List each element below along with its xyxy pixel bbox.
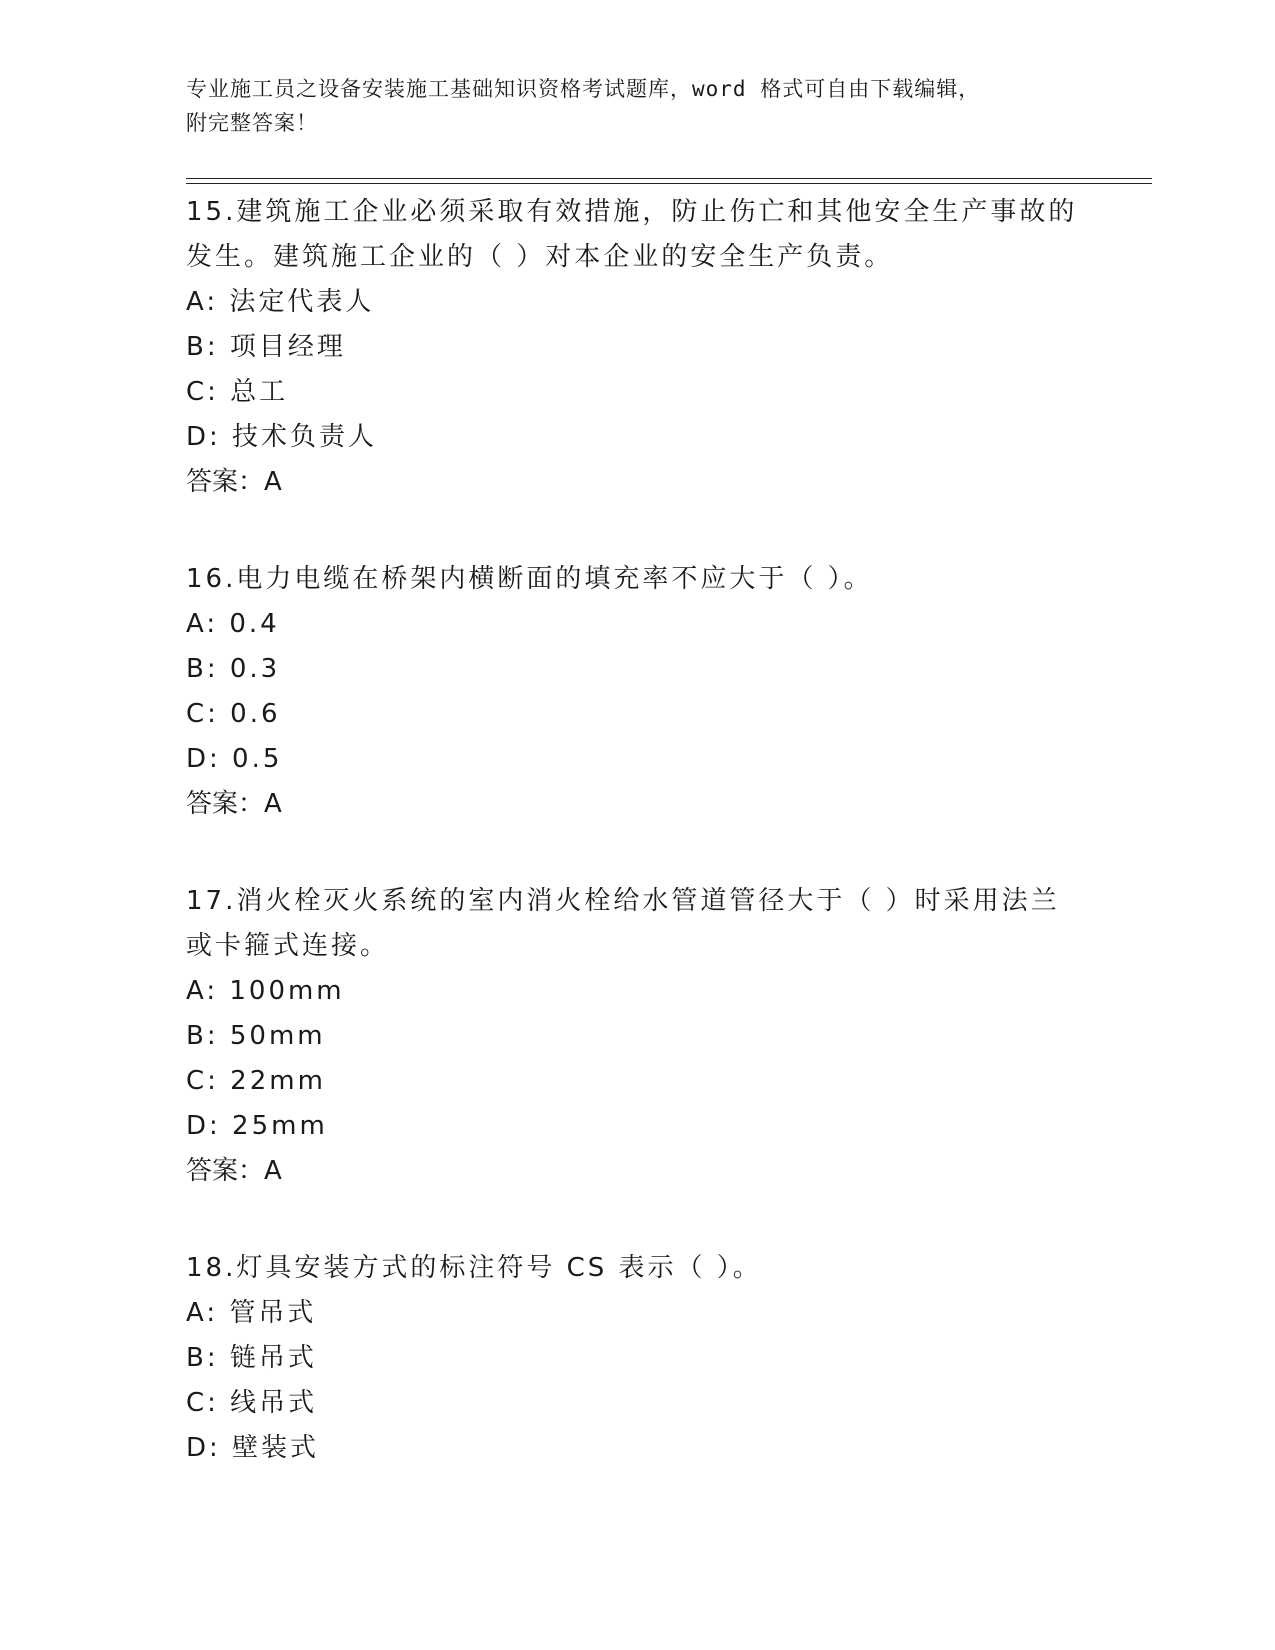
question-stem: 16.电力电缆在桥架内横断面的填充率不应大于（ ）。 [186, 564, 873, 594]
option-a: A: 100mm [186, 976, 345, 1006]
option-b: B: 0.3 [186, 654, 281, 684]
header-line-1: 专业施工员之设备安装施工基础知识资格考试题库，word 格式可自由下载编辑， [186, 77, 981, 101]
question-stem: 18.灯具安装方式的标注符号 CS 表示（ ）。 [186, 1253, 762, 1283]
question-16 [186, 557, 1086, 827]
question-stem: 15.建筑施工企业必须采取有效措施，防止伤亡和其他安全生产事故的发生。建筑施工企业的（ ）对本企业的安全生产负责。 [186, 197, 1078, 272]
document-header [186, 72, 1066, 140]
header-line-2: 附完整答案！ [186, 111, 318, 135]
option-b: B: 链吊式 [186, 1343, 317, 1373]
header-divider-bottom [186, 183, 1152, 184]
option-d: D: 壁装式 [186, 1433, 320, 1463]
answer-line: 答案：A [186, 789, 282, 819]
option-b: B: 50mm [186, 1021, 326, 1051]
option-c: C: 0.6 [186, 699, 281, 729]
question-list [186, 190, 1086, 1471]
question-stem: 17.消火栓灭火系统的室内消火栓给水管道管径大于（ ）时采用法兰或卡箍式连接。 [186, 886, 1060, 961]
option-d: D: 0.5 [186, 744, 283, 774]
question-17 [186, 879, 1086, 1194]
option-a: A: 0.4 [186, 609, 280, 639]
question-15 [186, 190, 1086, 505]
option-a: A: 法定代表人 [186, 287, 375, 317]
answer-line: 答案：A [186, 1156, 282, 1186]
header-divider-top [186, 178, 1152, 179]
answer-line: 答案：A [186, 467, 282, 497]
question-18 [186, 1246, 1086, 1471]
option-d: D: 25mm [186, 1111, 328, 1141]
option-c: C: 线吊式 [186, 1388, 318, 1418]
option-d: D: 技术负责人 [186, 422, 378, 452]
option-a: A: 管吊式 [186, 1298, 317, 1328]
option-b: B: 项目经理 [186, 332, 346, 362]
option-c: C: 22mm [186, 1066, 326, 1096]
option-c: C: 总工 [186, 377, 289, 407]
